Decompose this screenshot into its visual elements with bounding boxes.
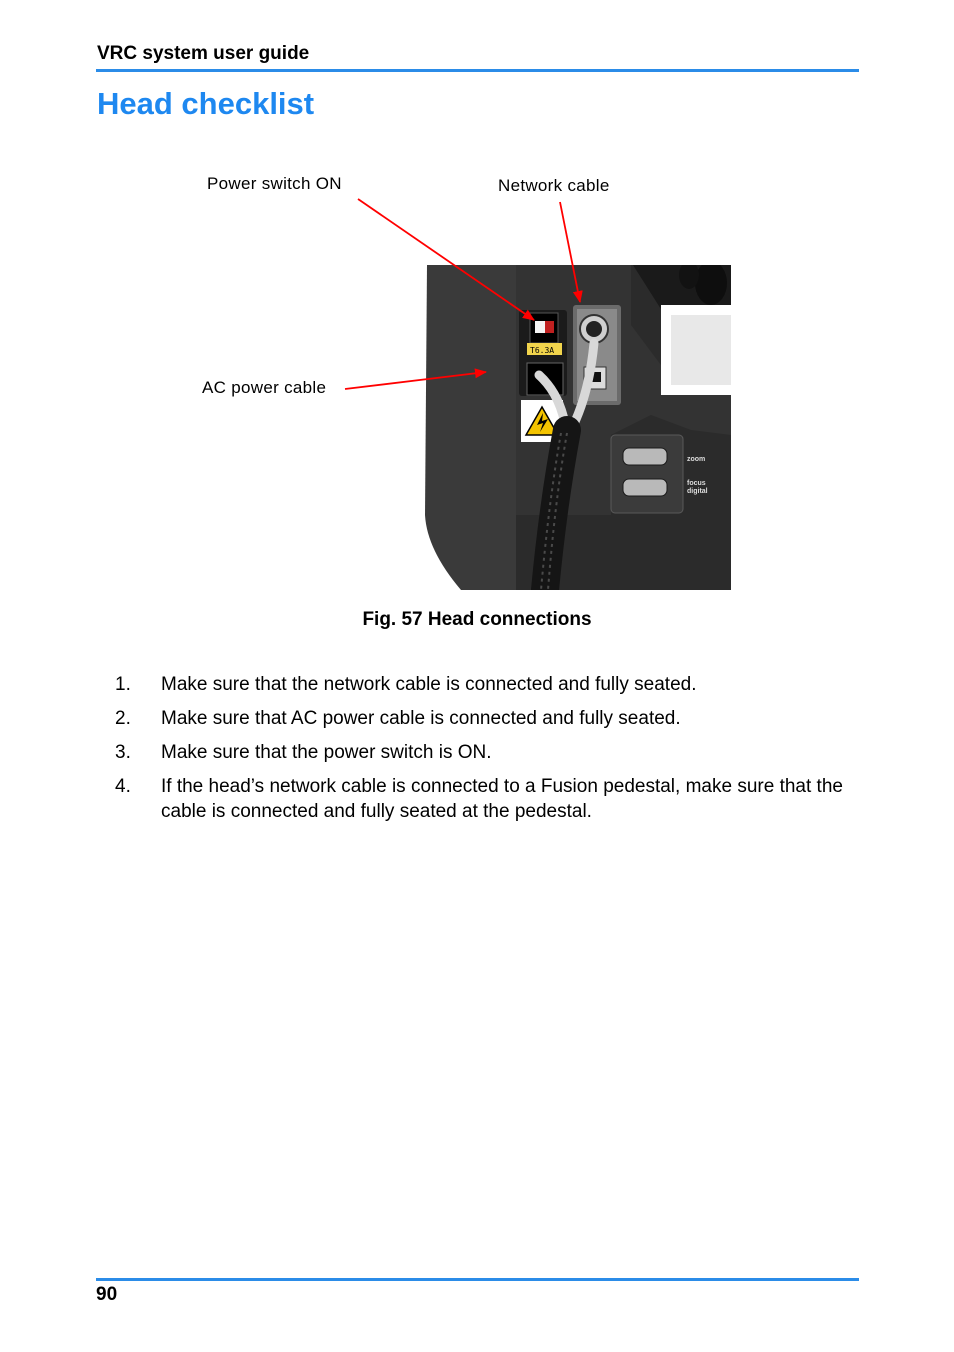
list-item [0, 774, 954, 824]
zoom-port-label: zoom [687, 456, 706, 463]
step-text: Make sure that the network cable is connected and fully seated. [161, 674, 697, 695]
head-connections-photo [421, 265, 731, 590]
fuse-label: T6.3A [530, 346, 555, 355]
figure-caption: Fig. 57 Head connections [362, 609, 592, 630]
checklist [0, 672, 954, 833]
network-cable-label: Network cable [498, 176, 610, 195]
step-number: 2. [115, 708, 131, 729]
step-text: Make sure that the power switch is ON. [161, 742, 492, 763]
step-text: If the head’s network cable is connected to a Fusion pedestal, make sure that the cable is connected and fully seated at the pedestal. [161, 776, 843, 822]
digital-port-label: digital [687, 488, 708, 495]
page-title: Head checklist [97, 86, 315, 121]
list-item [0, 706, 954, 731]
focus-port-label: focus [687, 480, 706, 487]
step-text: Make sure that AC power cable is connected and fully seated. [161, 708, 681, 729]
ac-power-cable-label: AC power cable [202, 378, 327, 397]
running-header: VRC system user guide [97, 43, 310, 64]
footer-rule [96, 1278, 859, 1281]
list-item [0, 672, 954, 697]
step-number: 3. [115, 742, 131, 763]
list-item [0, 740, 954, 765]
step-number: 4. [115, 776, 131, 797]
power-switch-label: Power switch ON [207, 174, 342, 193]
page-number: 90 [96, 1284, 118, 1305]
step-number: 1. [115, 674, 131, 695]
header-rule [96, 69, 859, 72]
